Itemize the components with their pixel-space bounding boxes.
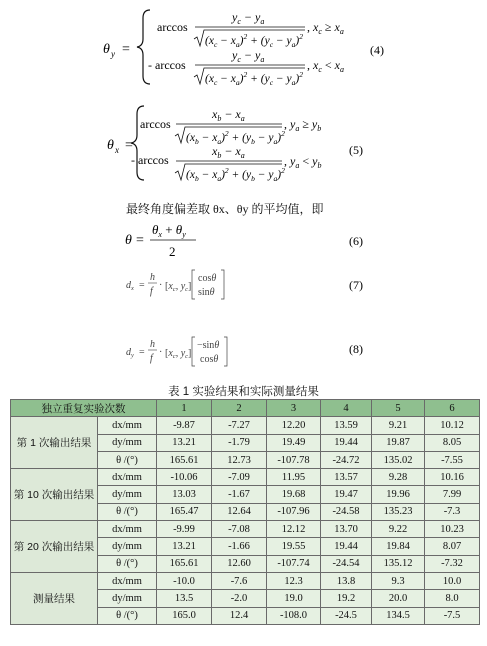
value-cell: 19.87 bbox=[372, 434, 425, 451]
value-cell: -1.79 bbox=[212, 434, 267, 451]
svg-text:xb − xa: $x_b - x_a$ bbox=[212, 107, 245, 123]
value-cell: 12.3 bbox=[267, 572, 321, 589]
table-header-cell: 2 bbox=[212, 400, 267, 417]
value-cell: 13.21 bbox=[157, 434, 212, 451]
svg-text:- arccos: - arccos bbox=[148, 58, 186, 72]
svg-text:h: h bbox=[150, 339, 155, 350]
equation-theta-x bbox=[0, 100, 487, 190]
svg-text:(xc − xa)2 + (yc − ya)2: $(x_c - x_a)^2 + (y_c - y_a)^2$ bbox=[205, 70, 304, 87]
svg-text:yc − ya: $y_c - y_a$ bbox=[232, 48, 265, 64]
svg-text:=: = bbox=[136, 233, 144, 248]
value-cell: -24.5 bbox=[321, 607, 372, 624]
value-cell: 7.99 bbox=[425, 486, 480, 503]
value-cell: 19.55 bbox=[267, 538, 321, 555]
svg-text:- arccos: - arccos bbox=[131, 153, 169, 167]
table-header-cell: 1 bbox=[157, 400, 212, 417]
value-cell: -9.87 bbox=[157, 417, 212, 434]
value-cell: -7.6 bbox=[212, 572, 267, 589]
equation-dy bbox=[0, 333, 487, 373]
quantity-label: dx/mm bbox=[98, 417, 157, 434]
value-cell: 10.23 bbox=[425, 521, 480, 538]
value-cell: 135.02 bbox=[372, 451, 425, 468]
value-cell: -24.72 bbox=[321, 451, 372, 468]
value-cell: 10.0 bbox=[425, 572, 480, 589]
group-label: 测量结果 bbox=[11, 572, 98, 624]
value-cell: -108.0 bbox=[267, 607, 321, 624]
value-cell: -24.58 bbox=[321, 503, 372, 520]
equation-dx bbox=[0, 266, 487, 306]
results-table bbox=[10, 399, 480, 625]
value-cell: -1.66 bbox=[212, 538, 267, 555]
svg-text:, xc ≥ xa: , $x_c \ge x_a$ bbox=[307, 20, 344, 36]
value-cell: 19.47 bbox=[321, 486, 372, 503]
value-cell: 11.95 bbox=[267, 469, 321, 486]
quantity-label: dy/mm bbox=[98, 486, 157, 503]
quantity-label: dy/mm bbox=[98, 434, 157, 451]
value-cell: 13.8 bbox=[321, 572, 372, 589]
quantity-label: θ /(°) bbox=[98, 607, 157, 624]
group-label: 第 20 次输出结果 bbox=[11, 521, 98, 573]
value-cell: 8.07 bbox=[425, 538, 480, 555]
value-cell: 19.84 bbox=[372, 538, 425, 555]
value-cell: 19.2 bbox=[321, 590, 372, 607]
value-cell: 10.12 bbox=[425, 417, 480, 434]
quantity-label: dy/mm bbox=[98, 538, 157, 555]
value-cell: -7.3 bbox=[425, 503, 480, 520]
table-header-cell: 3 bbox=[267, 400, 321, 417]
equation-number-5: (5) bbox=[349, 143, 363, 157]
value-cell: 12.64 bbox=[212, 503, 267, 520]
value-cell: 13.21 bbox=[157, 538, 212, 555]
svg-text:(xc − xa)2 + (yc − ya)2: $(x_c - x_a)^2 + (y_c - y_a)^2$ bbox=[205, 32, 304, 49]
svg-text:f: f bbox=[150, 286, 153, 297]
value-cell: 135.12 bbox=[372, 555, 425, 572]
equation-theta-average bbox=[0, 218, 487, 263]
body-sentence: 最终角度偏差取 θx、θy 的平均值，即 bbox=[126, 202, 324, 216]
svg-text:[xc, yc]: [$x_c$, $y_c$] bbox=[165, 281, 192, 293]
value-cell: 13.59 bbox=[321, 417, 372, 434]
value-cell: -7.55 bbox=[425, 451, 480, 468]
quantity-label: dy/mm bbox=[98, 590, 157, 607]
equation-number-8: (8) bbox=[349, 342, 363, 356]
table-header-cell: 4 bbox=[321, 400, 372, 417]
value-cell: -24.54 bbox=[321, 555, 372, 572]
group-label: 第 1 次输出结果 bbox=[11, 417, 98, 469]
value-cell: 8.0 bbox=[425, 590, 480, 607]
quantity-label: dx/mm bbox=[98, 521, 157, 538]
equation-number-7: (7) bbox=[349, 278, 363, 292]
svg-text:·: · bbox=[159, 347, 163, 358]
value-cell: 19.0 bbox=[267, 590, 321, 607]
svg-text:y: y bbox=[111, 49, 115, 59]
value-cell: 12.20 bbox=[267, 417, 321, 434]
value-cell: -7.27 bbox=[212, 417, 267, 434]
value-cell: -107.78 bbox=[267, 451, 321, 468]
equation-number-6: (6) bbox=[349, 234, 363, 248]
value-cell: 10.16 bbox=[425, 469, 480, 486]
svg-text:2: 2 bbox=[169, 244, 176, 259]
quantity-label: dx/mm bbox=[98, 572, 157, 589]
svg-text:(xb − xa)2 + (yb − ya)2: $(x_b - x_a)^2 + (y_b - y_a)^2$ bbox=[186, 166, 285, 183]
value-cell: 9.22 bbox=[372, 521, 425, 538]
value-cell: 19.96 bbox=[372, 486, 425, 503]
table-header-cell: 独立重复实验次数 bbox=[11, 400, 157, 417]
value-cell: 19.44 bbox=[321, 434, 372, 451]
value-cell: 165.61 bbox=[157, 555, 212, 572]
value-cell: -10.06 bbox=[157, 469, 212, 486]
value-cell: -7.08 bbox=[212, 521, 267, 538]
value-cell: 12.60 bbox=[212, 555, 267, 572]
value-cell: -1.67 bbox=[212, 486, 267, 503]
svg-text:cosθ: cosθ bbox=[200, 354, 219, 365]
value-cell: 9.21 bbox=[372, 417, 425, 434]
value-cell: 12.73 bbox=[212, 451, 267, 468]
svg-text:θx + θy: $\theta_x + \theta_y$ bbox=[152, 222, 186, 239]
table-row bbox=[11, 469, 480, 486]
svg-text:sinθ: sinθ bbox=[198, 287, 215, 298]
svg-text:, ya < yb: , $y_a < y_b$ bbox=[284, 154, 322, 170]
value-cell: 13.5 bbox=[157, 590, 212, 607]
table-caption: 表 1 实验结果和实际测量结果 bbox=[168, 386, 319, 398]
svg-text:(xb − xa)2 + (yb − ya)2: $(x_b - x_a)^2 + (y_b - y_a)^2$ bbox=[186, 129, 285, 146]
value-cell: 19.68 bbox=[267, 486, 321, 503]
value-cell: 12.12 bbox=[267, 521, 321, 538]
svg-text:f: f bbox=[150, 353, 153, 364]
value-cell: 9.3 bbox=[372, 572, 425, 589]
group-label: 第 10 次输出结果 bbox=[11, 469, 98, 521]
value-cell: -7.32 bbox=[425, 555, 480, 572]
svg-text:h: h bbox=[150, 272, 155, 283]
equation-number-4: (4) bbox=[370, 43, 384, 57]
svg-text:cosθ: cosθ bbox=[198, 273, 217, 284]
quantity-label: θ /(°) bbox=[98, 451, 157, 468]
svg-text:dx: $d_x$ bbox=[126, 280, 134, 292]
value-cell: 19.44 bbox=[321, 538, 372, 555]
value-cell: -10.0 bbox=[157, 572, 212, 589]
value-cell: -2.0 bbox=[212, 590, 267, 607]
svg-text:x: x bbox=[115, 145, 119, 155]
svg-text:arccos: arccos bbox=[157, 20, 188, 34]
svg-text:−sinθ: −sinθ bbox=[197, 340, 220, 351]
svg-text:, ya ≥ yb: , $y_a \ge y_b$ bbox=[284, 117, 322, 133]
value-cell: 13.03 bbox=[157, 486, 212, 503]
svg-text:·: · bbox=[159, 280, 163, 291]
svg-text:θ: θ bbox=[107, 138, 114, 153]
value-cell: 9.28 bbox=[372, 469, 425, 486]
table-row bbox=[11, 521, 480, 538]
svg-text:=: = bbox=[125, 138, 133, 153]
svg-text:=: = bbox=[122, 42, 130, 57]
quantity-label: θ /(°) bbox=[98, 555, 157, 572]
value-cell: 134.5 bbox=[372, 607, 425, 624]
svg-text:=: = bbox=[139, 347, 145, 358]
svg-text:=: = bbox=[139, 280, 145, 291]
value-cell: 20.0 bbox=[372, 590, 425, 607]
quantity-label: dx/mm bbox=[98, 469, 157, 486]
svg-text:yc − ya: $y_c - y_a$ bbox=[232, 10, 265, 26]
value-cell: 8.05 bbox=[425, 434, 480, 451]
table-header-row bbox=[11, 400, 480, 417]
table-header-cell: 5 bbox=[372, 400, 425, 417]
value-cell: -7.09 bbox=[212, 469, 267, 486]
quantity-label: θ /(°) bbox=[98, 503, 157, 520]
svg-text:dy: $d_y$ bbox=[126, 347, 134, 359]
value-cell: -107.74 bbox=[267, 555, 321, 572]
svg-text:xb − xa: $x_b - x_a$ bbox=[212, 144, 245, 160]
value-cell: -7.5 bbox=[425, 607, 480, 624]
value-cell: 165.47 bbox=[157, 503, 212, 520]
svg-text:[xc, yc]: [$x_c$, $y_c$] bbox=[165, 348, 192, 360]
value-cell: 165.0 bbox=[157, 607, 212, 624]
value-cell: -107.96 bbox=[267, 503, 321, 520]
value-cell: 165.61 bbox=[157, 451, 212, 468]
table-header-cell: 6 bbox=[425, 400, 480, 417]
svg-text:θ: θ bbox=[103, 42, 110, 57]
table-row bbox=[11, 417, 480, 434]
table-row bbox=[11, 572, 480, 589]
value-cell: -9.99 bbox=[157, 521, 212, 538]
value-cell: 13.70 bbox=[321, 521, 372, 538]
svg-text:arccos: arccos bbox=[140, 117, 171, 131]
value-cell: 135.23 bbox=[372, 503, 425, 520]
svg-text:, xc < xa: , $x_c < x_a$ bbox=[307, 58, 344, 74]
svg-text:θ: θ bbox=[125, 233, 132, 248]
value-cell: 19.49 bbox=[267, 434, 321, 451]
value-cell: 13.57 bbox=[321, 469, 372, 486]
equation-theta-y bbox=[0, 2, 487, 92]
value-cell: 12.4 bbox=[212, 607, 267, 624]
